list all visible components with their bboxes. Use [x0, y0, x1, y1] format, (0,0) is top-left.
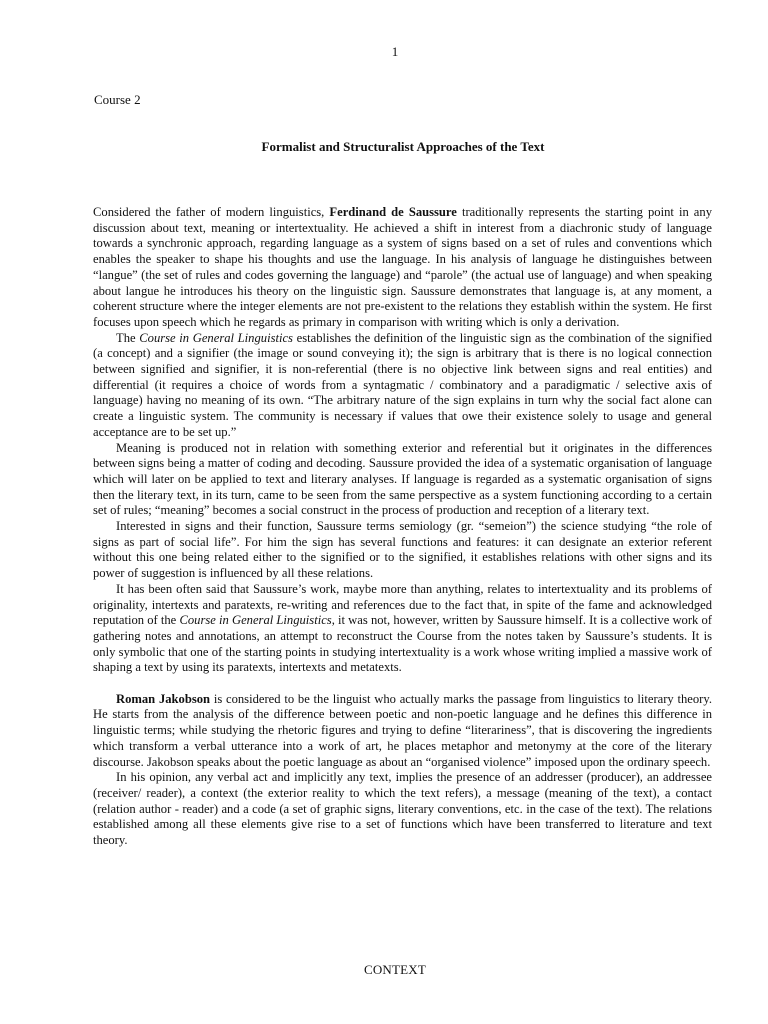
paragraph-text: In his opinion, any verbal act and implicitly any text, implies the presence of an addresser (producer), an addressee (receiver/ reader), a context (the exterior reality to which the text refers), a message (meaning of the text), a contact (relation author - reader) and a code (a set of graphic signs, literary conventions, etc. in the case of the text). The relations established among all these elements give rise to a set of functions which have been transferred to literature and text theory.	[93, 770, 712, 848]
paragraph-text: The	[116, 330, 140, 345]
paragraph-jakobson	[93, 692, 712, 771]
name-jakobson: Roman Jakobson	[116, 691, 211, 706]
body-text	[93, 205, 712, 849]
document-title: Formalist and Structuralist Approaches of the Text	[261, 139, 545, 154]
paragraph-text: Meaning is produced not in relation with something exterior and referential but it originates in the differences between signs being a matter of coding and decoding. Saussure provided the idea of a systematic organisation of language which will later on be applied to text and literary analyses. If language is regarded as a systematic organisation of signs then the literary text, in its turn, came to be seen from the same perspective as a system functioning according to a certain set of rules; “meaning” becomes a social construct in the process of production and reception of a literary text.	[93, 440, 712, 518]
book-title: Course in General Linguistics	[139, 330, 293, 345]
page-number: 1	[391, 44, 399, 59]
paragraph-text: traditionally represents the starting point in any discussion about text, meaning or intertextuality. He achieved a shift in interest from a diachronic study of language towards a synchronic approach, regarding language as a system of signs based on a set of rules and conventions which enables the speaker to shape his thoughts and use the language. In his analysis of language he distinguishes between “langue” (the set of rules and codes governing the language) and “parole” (the actual use of language) and when speaking about langue he introduces his theory on the linguistic sign. Saussure demonstrates that language is, at any moment, a coherent structure where the integer elements are not pre-existent to the relations they establish within the system. He first focuses upon speech which he regards as primary in comparison with writing which is only a derivation.	[93, 205, 712, 329]
paragraph-text: is considered to be the linguist who actually marks the passage from linguistics to literary theory. He starts from the analysis of the difference between poetic and non-poetic language and he defines this difference in linguistic terms; while studying the rhetoric figures and trying to define “literariness”, that is discovering the ingredients which transform a verbal utterance into a work of art, he places metaphor and metonymy at the core of the literary discourse. Jakobson speaks about the poetic language as about an “organised violence” imposed upon the ordinary speech.	[93, 691, 712, 769]
paragraph-meaning	[93, 441, 712, 520]
name-saussure: Ferdinand de Saussure	[329, 205, 457, 219]
book-title: Course in General Linguistics	[179, 613, 332, 628]
paragraph-course-definition	[93, 331, 712, 441]
paragraph-text: It has been often said that Saussure’s work, maybe more than anything, relates to intertextuality and its problems of originality, intertexts and paratexts, re-writing and references due to the fact that, in spite of the fame and acknowledged reputation of the	[93, 581, 712, 628]
paragraph-text: establishes the definition of the linguistic sign as the combination of the signified (a concept) and a signifier (the image or sound conveying it); the sign is arbitrary that is there is no logical connection between signified and signifier, it is non-referential (there is no objective link between signs and real entities) and differential (it requires a choice of words from a syntagmatic / combinatory and a paradigmatic / selective axis of language) having no meaning of its own. “The arbitrary nature of the sign explains in turn why the social fact alone can create a linguistic system. The community is necessary if values that owe their existence solely to usage and general acceptance are to be set up.”	[93, 330, 712, 439]
paragraph-text: Considered the father of modern linguistics,	[93, 205, 330, 219]
paragraph-text: , it was not, however, written by Saussure himself. It is a collective work of gathering notes and annotations, an attempt to reconstruct the Course from the notes taken by Saussure’s students. It is only symbolic that one of the starting points in studying intertextuality is a work whose writing implied a massive work of shaping a text by using its paratexts, intertexts and metatexts.	[93, 613, 712, 675]
paragraph-semiology	[93, 519, 712, 582]
page-footer: CONTEXT	[363, 962, 427, 977]
paragraph-verbal-act	[93, 770, 712, 849]
paragraph-text: Interested in signs and their function, Saussure terms semiology (gr. “semeion”) the science studying “the role of signs as part of social life”. For him the sign has several functions and features: it can designate an exterior referent without this one being related either to the signified or to the signified, it establishes relations with other signs and its power of suggestion is influenced by all these relations.	[93, 519, 712, 581]
paragraph-intertextuality	[93, 582, 712, 676]
course-label: Course 2	[94, 92, 141, 107]
paragraph-saussure-intro	[93, 205, 712, 331]
